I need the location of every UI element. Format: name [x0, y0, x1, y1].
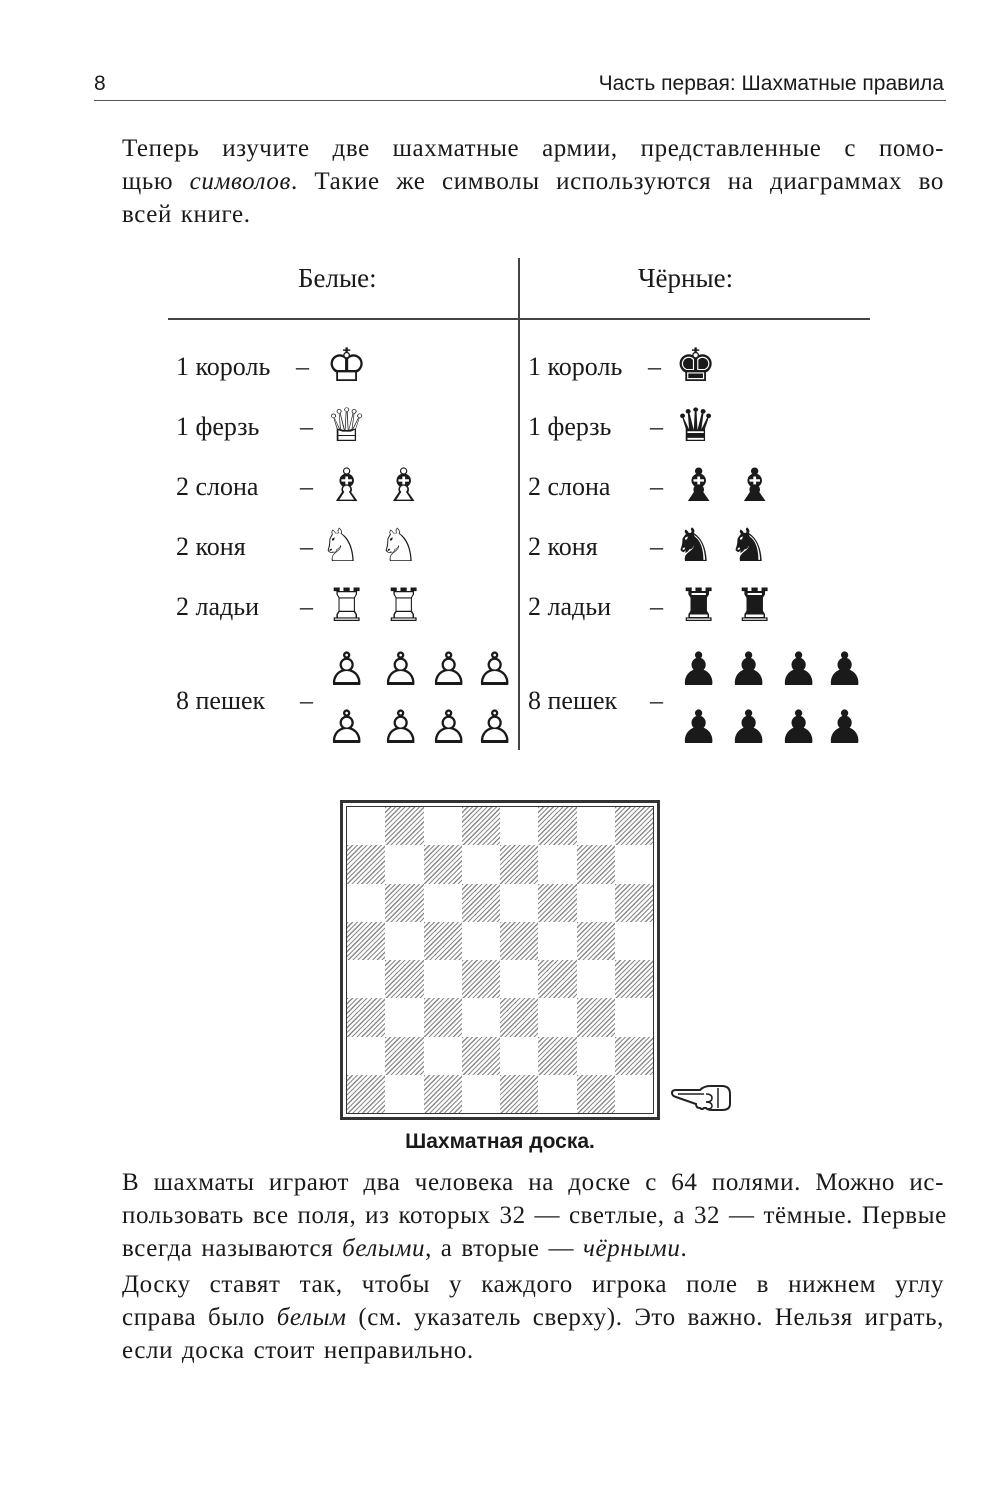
dash: – [650, 472, 663, 501]
light-square [347, 884, 385, 922]
light-square [577, 884, 615, 922]
black-heading: Чёрные: [638, 263, 734, 293]
black-knight-icon: ♞ [673, 518, 715, 572]
p1-line-2: пользовать все поля, из которых 32 — светлые, а 32 — тёмные. Первые [122, 1202, 947, 1229]
white-bishops-label: 2 слона [176, 472, 259, 501]
white-bishop-icon: ♗ [326, 458, 368, 512]
intro-paragraph [122, 132, 944, 231]
dash: – [300, 472, 313, 501]
black-pawn-icon: ♟ [678, 642, 720, 696]
dark-square [615, 1037, 653, 1075]
light-square [462, 1075, 500, 1113]
p1-text: всегда называются [122, 1235, 343, 1262]
black-knights-label: 2 коня [528, 532, 598, 561]
black-king-label: 1 король [528, 352, 623, 381]
light-square [462, 998, 500, 1036]
black-knight-icon: ♞ [728, 518, 770, 572]
chessboard-figure [340, 800, 660, 1120]
dark-square [577, 1075, 615, 1113]
intro-line-2 [122, 165, 944, 198]
white-pawn-icon: ♙ [474, 642, 516, 696]
light-square [615, 922, 653, 960]
dark-square [538, 807, 576, 845]
dark-square [538, 1037, 576, 1075]
white-knights-label: 2 коня [176, 532, 246, 561]
p2-text: (см. указатель сверху). Это важно. Нельзя играть, [346, 1304, 944, 1331]
dark-square [462, 807, 500, 845]
light-square [424, 807, 462, 845]
black-pawn-icon: ♟ [824, 700, 866, 754]
intro-emphasis: символов [189, 168, 291, 195]
dark-square [424, 998, 462, 1036]
light-square [538, 922, 576, 960]
dark-square [385, 960, 423, 998]
light-square [385, 998, 423, 1036]
dash: – [650, 412, 663, 441]
white-knight-icon: ♘ [378, 518, 420, 572]
black-pawn-icon: ♟ [778, 700, 820, 754]
dash: – [300, 592, 313, 621]
p2-line-3: если доска стоит неправильно. [122, 1337, 474, 1364]
light-square [347, 960, 385, 998]
dark-square [615, 960, 653, 998]
dark-square [500, 998, 538, 1036]
page-number: 8 [94, 72, 106, 95]
light-square [347, 807, 385, 845]
dark-square [347, 998, 385, 1036]
table-divider [518, 258, 520, 750]
light-square [385, 922, 423, 960]
light-square [577, 807, 615, 845]
light-square [462, 845, 500, 883]
white-knight-icon: ♘ [320, 518, 362, 572]
dark-square [538, 884, 576, 922]
light-square [615, 1075, 653, 1113]
black-queen-icon: ♛ [675, 398, 717, 452]
black-queen-label: 1 ферзь [528, 412, 612, 441]
dash: – [296, 352, 309, 381]
white-pawn-icon: ♙ [380, 700, 422, 754]
light-square [424, 960, 462, 998]
p2-text: справа было [122, 1304, 277, 1331]
black-pawn-icon: ♟ [778, 642, 820, 696]
dark-square [462, 960, 500, 998]
dark-square [500, 1075, 538, 1113]
p1-line-3 [122, 1232, 944, 1265]
dark-square [538, 960, 576, 998]
black-pawn-icon: ♟ [728, 700, 770, 754]
light-square [538, 998, 576, 1036]
dark-square [424, 1075, 462, 1113]
black-pawn-icon: ♟ [728, 642, 770, 696]
p2-emphasis: белым [276, 1304, 347, 1331]
black-rooks-label: 2 ладьи [528, 592, 612, 621]
light-square [615, 998, 653, 1036]
intro-line-3: всей книге. [122, 201, 251, 228]
p1-text: , а вторые — [425, 1235, 583, 1262]
dark-square [385, 884, 423, 922]
dash: – [650, 592, 663, 621]
light-square [577, 960, 615, 998]
white-pawns-label: 8 пешек [176, 686, 266, 715]
light-square [577, 1037, 615, 1075]
chessboard [340, 800, 660, 1120]
dash: – [648, 352, 661, 381]
white-king-icon: ♔ [326, 338, 368, 392]
board-caption: Шахматная доска. [405, 1130, 595, 1153]
intro-text: щью [122, 168, 190, 195]
dark-square [615, 884, 653, 922]
black-bishop-icon: ♝ [734, 458, 776, 512]
dark-square [424, 922, 462, 960]
black-pawn-icon: ♟ [824, 642, 866, 696]
dark-square [347, 845, 385, 883]
white-king-label: 1 король [176, 352, 271, 381]
dash: – [650, 532, 663, 561]
p1-emphasis: белыми [342, 1235, 426, 1262]
light-square [462, 922, 500, 960]
black-rook-icon: ♜ [734, 578, 776, 632]
dash: – [300, 532, 313, 561]
running-head [94, 70, 946, 101]
light-square [347, 1037, 385, 1075]
dark-square [462, 1037, 500, 1075]
white-pawn-icon: ♙ [326, 642, 368, 696]
dark-square [385, 1037, 423, 1075]
light-square [500, 884, 538, 922]
dark-square [577, 845, 615, 883]
white-pawn-icon: ♙ [474, 700, 516, 754]
light-square [385, 1075, 423, 1113]
chapter-title: Часть первая: Шахматные правила [598, 72, 944, 95]
light-square [424, 1037, 462, 1075]
dark-square [577, 922, 615, 960]
black-bishops-label: 2 слона [528, 472, 611, 501]
white-pawn-icon: ♙ [428, 700, 470, 754]
white-pawn-icon: ♙ [380, 642, 422, 696]
body-paragraph-2 [122, 1268, 944, 1367]
white-heading: Белые: [298, 263, 377, 293]
white-queen-icon: ♕ [326, 398, 368, 452]
white-rook-icon: ♖ [326, 578, 368, 632]
p1-text: . [680, 1235, 688, 1262]
chessboard-grid [346, 806, 654, 1114]
dash: – [650, 686, 663, 715]
black-pawns-label: 8 пешек [528, 686, 618, 715]
light-square [424, 884, 462, 922]
white-pawn-icon: ♙ [428, 642, 470, 696]
dark-square [500, 922, 538, 960]
dark-square [500, 845, 538, 883]
p2-line-2 [122, 1301, 944, 1334]
white-bishop-icon: ♗ [383, 458, 425, 512]
light-square [538, 1075, 576, 1113]
black-king-icon: ♚ [675, 338, 717, 392]
light-square [500, 960, 538, 998]
dark-square [577, 998, 615, 1036]
black-bishop-icon: ♝ [678, 458, 720, 512]
black-rook-icon: ♜ [678, 578, 720, 632]
light-square [538, 845, 576, 883]
body-paragraph-1 [122, 1166, 947, 1265]
white-rooks-label: 2 ладьи [176, 592, 260, 621]
white-queen-label: 1 ферзь [176, 412, 260, 441]
pointing-hand-icon [670, 1080, 732, 1114]
light-square [615, 845, 653, 883]
light-square [500, 807, 538, 845]
dark-square [424, 845, 462, 883]
dash: – [300, 686, 313, 715]
dark-square [347, 922, 385, 960]
intro-line-1: Теперь изучите две шахматные армии, представленные с помо- [122, 135, 944, 162]
armies-table [168, 258, 870, 758]
light-square [500, 1037, 538, 1075]
p1-emphasis: чёрными [582, 1235, 681, 1262]
white-pawn-icon: ♙ [326, 700, 368, 754]
dash: – [300, 412, 313, 441]
light-square [385, 845, 423, 883]
black-pawn-icon: ♟ [678, 700, 720, 754]
white-rook-icon: ♖ [383, 578, 425, 632]
dark-square [462, 884, 500, 922]
intro-text: . Такие же символы используются на диаграммах во [290, 168, 944, 195]
p2-line-1: Доску ставят так, чтобы у каждого игрока поле в нижнем углу [122, 1271, 944, 1298]
dark-square [347, 1075, 385, 1113]
p1-line-1: В шахматы играют два человека на доске с 64 полями. Можно ис- [122, 1169, 944, 1196]
dark-square [615, 807, 653, 845]
dark-square [385, 807, 423, 845]
